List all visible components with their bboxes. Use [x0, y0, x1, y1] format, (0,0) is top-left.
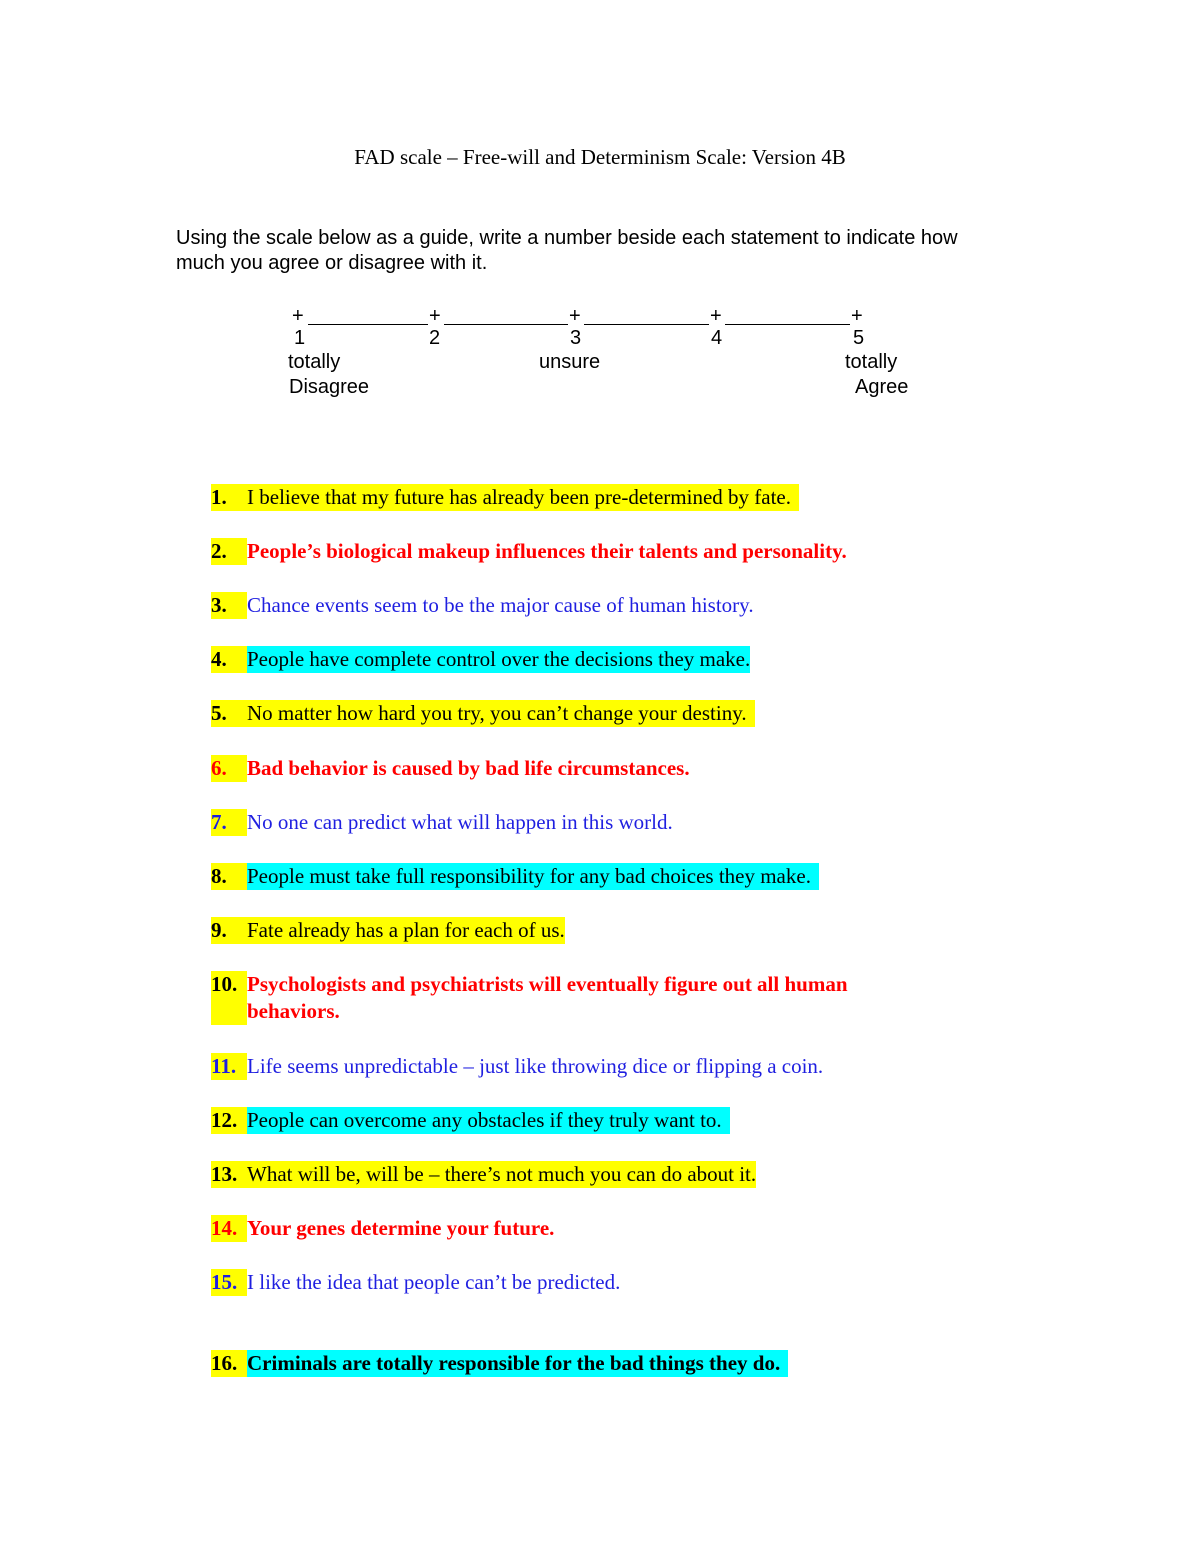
item-number: 2. — [211, 538, 247, 565]
item-text: Chance events seem to be the major cause of human history. — [247, 593, 754, 617]
list-item — [211, 809, 971, 836]
scale-number-4: 4 — [711, 327, 723, 349]
item-number: 5. — [211, 701, 227, 725]
item-number: 4. — [211, 646, 247, 673]
item-number: 11. — [211, 1053, 247, 1080]
item-number: 1. — [211, 485, 227, 509]
scale-label-unsure: unsure — [539, 351, 601, 373]
item-text: Your genes determine your future. — [247, 1216, 555, 1240]
scale-line — [444, 324, 568, 325]
list-item — [211, 755, 971, 782]
item-text: No one can predict what will happen in this world. — [247, 810, 673, 834]
item-number: 8. — [211, 863, 247, 890]
scale-line — [584, 324, 709, 325]
item-text: Fate already has a plan for each of us. — [247, 918, 565, 942]
item-number: 14. — [211, 1215, 247, 1242]
item-text: Psychologists and psychiatrists will eventually figure out all human behaviors. — [247, 972, 848, 1023]
scale-label-disagree: Disagree — [289, 376, 370, 398]
scale-number-1: 1 — [294, 327, 306, 349]
scale-tick: + — [851, 305, 863, 327]
item-text: People can overcome any obstacles if they truly want to. — [247, 1107, 730, 1134]
item-text: What will be, will be – there’s not much you can do about it. — [247, 1162, 757, 1186]
item-number: 3. — [211, 592, 247, 619]
item-text: People have complete control over the decisions they make. — [247, 647, 751, 671]
item-text: People must take full responsibility for any bad choices they make. — [247, 863, 819, 890]
item-text: I believe that my future has already been pre-determined by fate. — [247, 485, 792, 509]
list-item — [211, 1161, 971, 1188]
item-text: Criminals are totally responsible for the bad things they do. — [247, 1350, 788, 1377]
item-number: 13. — [211, 1162, 238, 1186]
scale-tick: + — [429, 305, 441, 327]
item-number: 6. — [211, 755, 247, 782]
item-number: 7. — [211, 809, 247, 836]
document-title: FAD scale – Free-will and Determinism Scale: Version 4B — [354, 145, 846, 169]
item-text: Bad behavior is caused by bad life circumstances. — [247, 756, 690, 780]
list-item — [211, 863, 971, 890]
list-item — [211, 1350, 971, 1377]
scale-tick: + — [569, 305, 581, 327]
scale-number-2: 2 — [429, 327, 441, 349]
item-number: 9. — [211, 918, 227, 942]
scale-label-totally-left: totally — [288, 351, 341, 373]
scale-tick: + — [292, 305, 304, 327]
list-item — [211, 1269, 971, 1296]
list-item — [211, 1107, 971, 1134]
list-item — [211, 917, 971, 944]
list-item — [211, 592, 971, 619]
item-number: 15. — [211, 1269, 247, 1296]
scale-label-totally-right: totally — [845, 351, 898, 373]
item-number: 16. — [211, 1350, 247, 1377]
list-item — [211, 484, 971, 511]
scale-number-5: 5 — [853, 327, 865, 349]
scale-line — [308, 324, 428, 325]
scale-line — [725, 324, 850, 325]
list-item — [211, 538, 971, 565]
list-item — [211, 1053, 971, 1080]
instructions-text: Using the scale below as a guide, write a number beside each statement to indicate how much you agree or disagree with it. — [176, 227, 958, 274]
item-text: People’s biological makeup influences their talents and personality. — [247, 539, 847, 563]
item-text: I like the idea that people can’t be predicted. — [247, 1270, 621, 1294]
item-text: Life seems unpredictable – just like throwing dice or flipping a coin. — [247, 1054, 824, 1078]
list-item — [211, 971, 971, 1025]
rating-scale — [0, 300, 1200, 410]
list-item — [211, 700, 971, 727]
list-item — [211, 646, 971, 673]
item-number: 12. — [211, 1107, 247, 1134]
scale-tick: + — [710, 305, 722, 327]
scale-number-3: 3 — [570, 327, 582, 349]
item-number: 10. — [211, 971, 247, 1025]
item-text: No matter how hard you try, you can’t change your destiny. — [247, 701, 747, 725]
list-item — [211, 1215, 971, 1242]
scale-label-agree: Agree — [855, 376, 909, 398]
